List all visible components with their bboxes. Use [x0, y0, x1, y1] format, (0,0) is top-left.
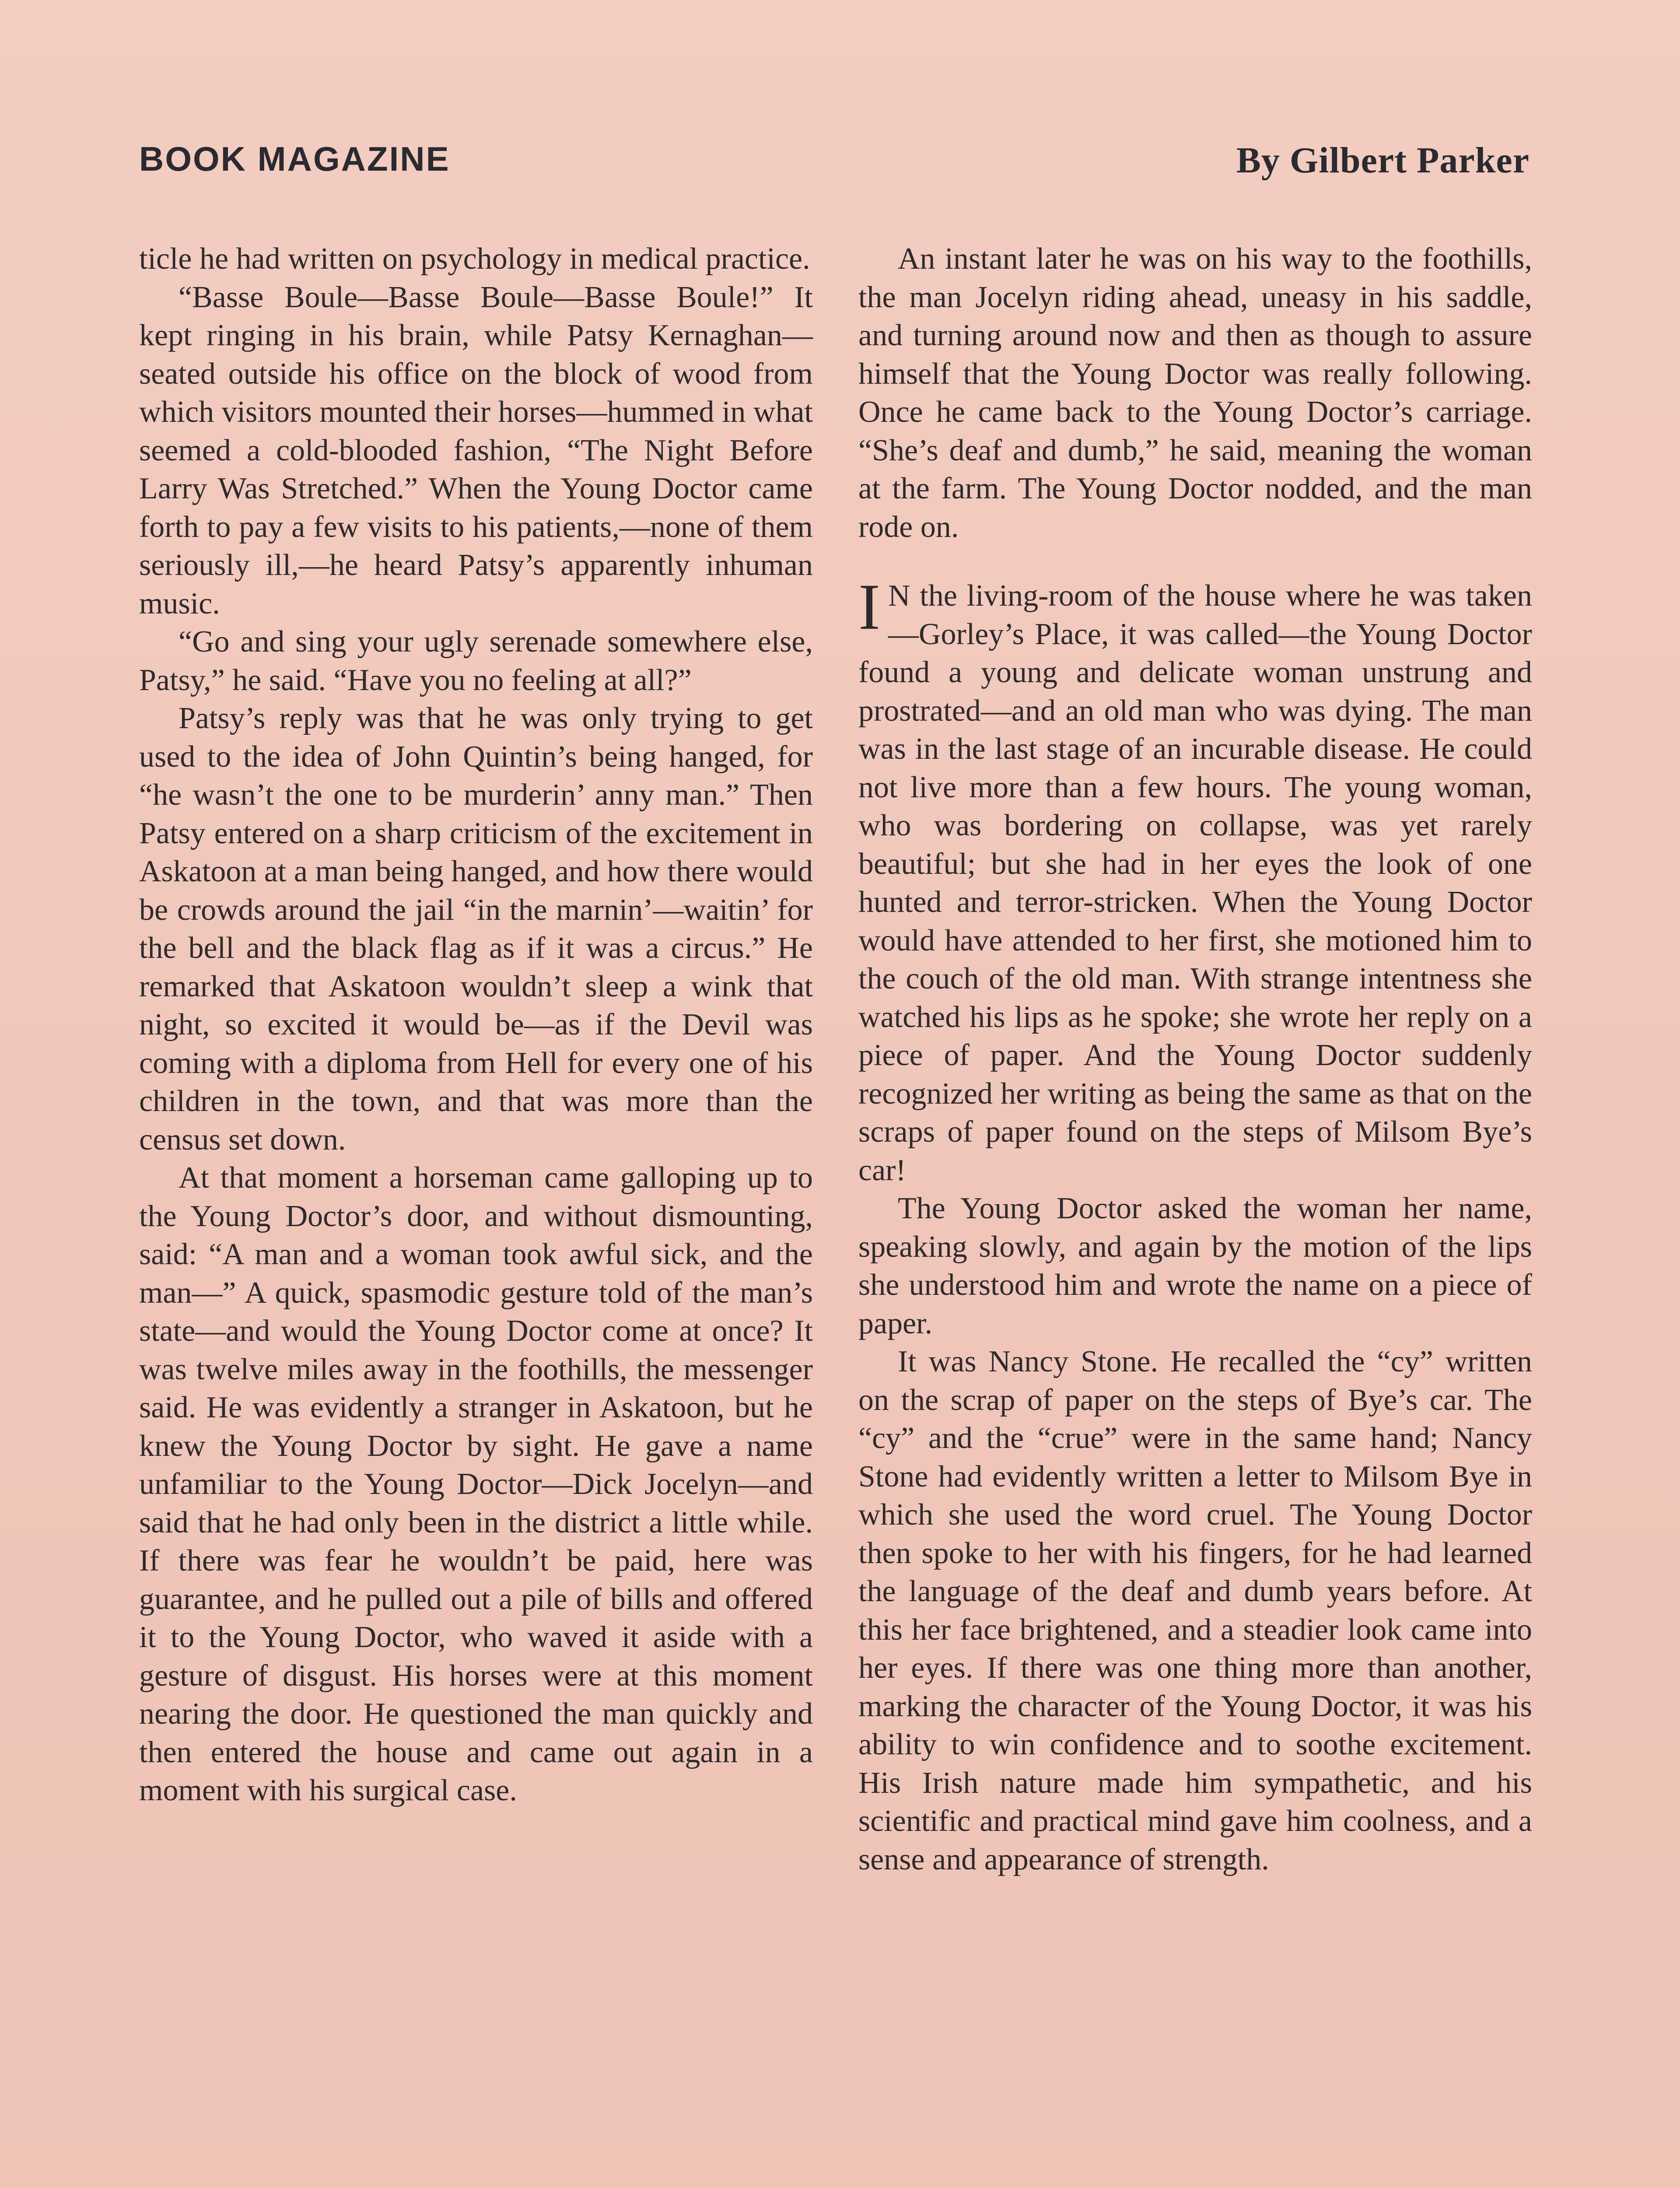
paragraph: An instant later he was on his way to the foothills, the man Jocelyn riding ahead, uneasy in his saddle, and turning around now and then as though to assure himself that the Young Doctor was really following. Once he came back to the Young Doctor’s carriage. “She’s deaf and dumb,” he said, meaning the woman at the farm. The Young Doctor nodded, and the man rode on.: [858, 242, 1532, 544]
paragraph: It was Nancy Stone. He recalled the “cy” written on the scrap of paper on the steps of Bye’s car. The “cy” and the “crue” were in the same hand; Nancy Stone had evidently written a letter to Milsom Bye in which she used the word cruel. The Young Doctor then spoke to her with his fingers, for he had learned the language of the deaf and dumb years before. At this her face brightened, and a steadier look came into her eyes. If there was one thing more than another, marking the character of the Young Doctor, it was his ability to win confidence and to soothe excitement. His Irish nature made him sympathetic, and his scientific and practical mind gave him coolness, and a sense and appearance of strength.: [858, 1345, 1532, 1876]
paragraph: “Go and sing your ugly serenade somewhere else, Patsy,” he said. “Have you no feeling at all?”: [139, 625, 813, 697]
drop-cap: I: [858, 571, 880, 643]
section-opening-paragraph: [858, 571, 1532, 1189]
paragraph: “Basse Boule—Basse Boule—Basse Boule!” It kept ringing in his brain, while Patsy Kernaghan—seated outside his office on the block of wood from which visitors mounted their horses—hummed in what seemed a cold-blooded fashion, “The Night Before Larry Was Stretched.” When the Young Doctor came forth to pay a few visits to his patients,—none of them seriously ill,—he heard Patsy’s apparently inhuman music.: [139, 280, 813, 621]
author-byline: By Gilbert Parker: [1236, 140, 1530, 181]
paragraph-text: N the living-room of the house where he was taken—Gorley’s Place, it was called—the Young Doctor found a young and delicate woman unstrung and prostrated—and an old man who was dying. The man was in the last stage of an incurable disease. He could not live more than a few hours. The young woman, who was bordering on collapse, was yet rarely beautiful; but she had in her eyes the look of one hunted and terror-stricken. When the Young Doctor would have attended to her first, she motioned him to the couch of the old man. With strange intentness she watched his lips as he spoke; she wrote her reply on a piece of paper. And the Young Doctor suddenly recognized her writing as being the same as that on the scraps of paper found on the steps of Milsom Bye’s car!: [858, 579, 1532, 1187]
paragraph: At that moment a horseman came galloping up to the Young Doctor’s door, and without dismounting, said: “A man and a woman took awful sick, and the man—” A quick, spasmodic gesture told of the man’s state—and would the Young Doctor come at once? It was twelve miles away in the foothills, the messenger said. He was evidently a stranger in Askatoon, but he knew the Young Doctor by sight. He gave a name unfamiliar to the Young Doctor—Dick Jocelyn—and said that he had only been in the district a little while. If there was fear he wouldn’t be paid, here was guarantee, and he pulled out a pile of bills and offered it to the Young Doctor, who waved it aside with a gesture of disgust. His horses were at this moment nearing the door. He questioned the man quickly and then entered the house and came out again in a moment with his surgical case.: [139, 1161, 813, 1807]
running-header: [139, 139, 1530, 192]
magazine-title: BOOK MAGAZINE: [139, 140, 450, 178]
paragraph: Patsy’s reply was that he was only trying to get used to the idea of John Quintin’s being hanged, for “he wasn’t the one to be murderin’ anny man.” Then Patsy entered on a sharp criticism of the excitement in Askatoon at a man being hanged, and how there would be crowds around the jail “in the marnin’—waitin’ for the bell and the black flag as if it was a circus.” He remarked that Askatoon wouldn’t sleep a wink that night, so excited it would be—as if the Devil was coming with a diploma from Hell for every one of his children in the town, and that was more than the census set down.: [139, 701, 813, 1157]
paragraph: The Young Doctor asked the woman her name, speaking slowly, and again by the motion of the lips she understood him and wrote the name on a piece of paper.: [858, 1192, 1532, 1340]
left-text-column: [139, 240, 813, 1810]
right-text-column: [858, 240, 1532, 1879]
paragraph: ticle he had written on psychology in medical practice.: [139, 242, 810, 276]
